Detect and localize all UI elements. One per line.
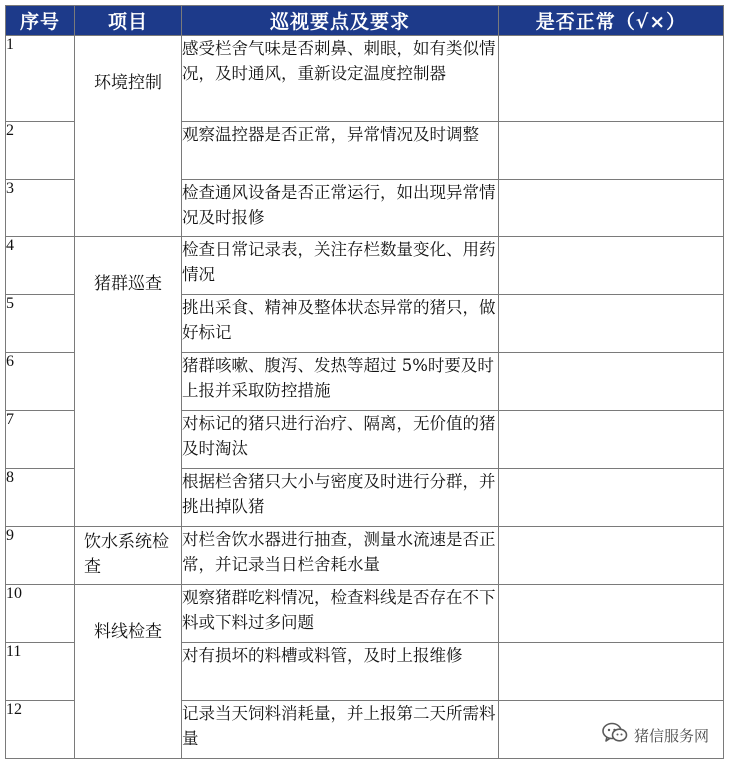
table-row <box>6 36 724 122</box>
header-requirements: 巡视要点及要求 <box>182 6 499 36</box>
table-row <box>6 585 724 643</box>
header-item: 项目 <box>75 6 182 36</box>
table-row <box>6 527 724 585</box>
requirement-text: 感受栏舍气味是否刺鼻、刺眼，如有类似情况，及时通风，重新设定温度控制器 <box>182 36 499 122</box>
table-row <box>6 237 724 295</box>
header-row <box>6 6 724 36</box>
row-number: 4 <box>6 237 75 295</box>
category-cell <box>75 36 182 237</box>
normal-check-cell[interactable] <box>499 36 724 122</box>
category-environment: 环境控制 <box>94 73 162 93</box>
category-feed: 料线检查 <box>94 622 162 642</box>
inspection-table <box>5 5 724 759</box>
requirement-text: 挑出采食、精神及整体状态异常的猪只，做好标记 <box>182 295 499 353</box>
row-number: 10 <box>6 585 75 643</box>
requirement-text: 观察温控器是否正常，异常情况及时调整 <box>182 122 499 180</box>
header-normal: 是否正常（√×） <box>499 6 724 36</box>
category-cell <box>75 237 182 527</box>
header-number: 序号 <box>6 6 75 36</box>
normal-check-cell[interactable] <box>499 643 724 701</box>
normal-check-cell[interactable] <box>499 353 724 411</box>
requirement-text: 对有损坏的料槽或料管，及时上报维修 <box>182 643 499 701</box>
row-number: 1 <box>6 36 75 122</box>
row-number: 3 <box>6 180 75 237</box>
watermark-text: 猪信服务网 <box>633 726 709 745</box>
requirement-text: 检查通风设备是否正常运行，如出现异常情况及时报修 <box>182 180 499 237</box>
row-number: 7 <box>6 411 75 469</box>
category-cell <box>75 585 182 759</box>
row-number: 6 <box>6 353 75 411</box>
requirement-text: 记录当天饲料消耗量，并上报第二天所需料量 <box>182 701 499 759</box>
requirement-text: 对栏舍饮水器进行抽查，测量水流速是否正常，并记录当日栏舍耗水量 <box>182 527 499 585</box>
normal-check-cell[interactable] <box>499 237 724 295</box>
normal-check-cell[interactable] <box>499 180 724 237</box>
normal-check-cell[interactable] <box>499 295 724 353</box>
normal-check-cell[interactable] <box>499 469 724 527</box>
row-number: 8 <box>6 469 75 527</box>
category-water: 饮水系统检查 <box>84 532 169 577</box>
normal-check-cell[interactable] <box>499 585 724 643</box>
row-number: 5 <box>6 295 75 353</box>
row-number: 9 <box>6 527 75 585</box>
category-herd: 猪群巡查 <box>94 274 162 294</box>
row-number: 11 <box>6 643 75 701</box>
normal-check-cell[interactable] <box>499 122 724 180</box>
requirement-text: 检查日常记录表，关注存栏数量变化、用药情况 <box>182 237 499 295</box>
watermark <box>602 722 709 748</box>
normal-check-cell[interactable] <box>499 527 724 585</box>
row-number: 12 <box>6 701 75 759</box>
normal-check-cell[interactable] <box>499 411 724 469</box>
category-cell <box>75 527 182 585</box>
requirement-text: 根据栏舍猪只大小与密度及时进行分群，并挑出掉队猪 <box>182 469 499 527</box>
wechat-icon <box>602 722 628 748</box>
requirement-text: 对标记的猪只进行治疗、隔离，无价值的猪及时淘汰 <box>182 411 499 469</box>
row-number: 2 <box>6 122 75 180</box>
requirement-text: 猪群咳嗽、腹泻、发热等超过 5%时要及时上报并采取防控措施 <box>182 353 499 411</box>
requirement-text: 观察猪群吃料情况，检查料线是否存在不下料或下料过多问题 <box>182 585 499 643</box>
